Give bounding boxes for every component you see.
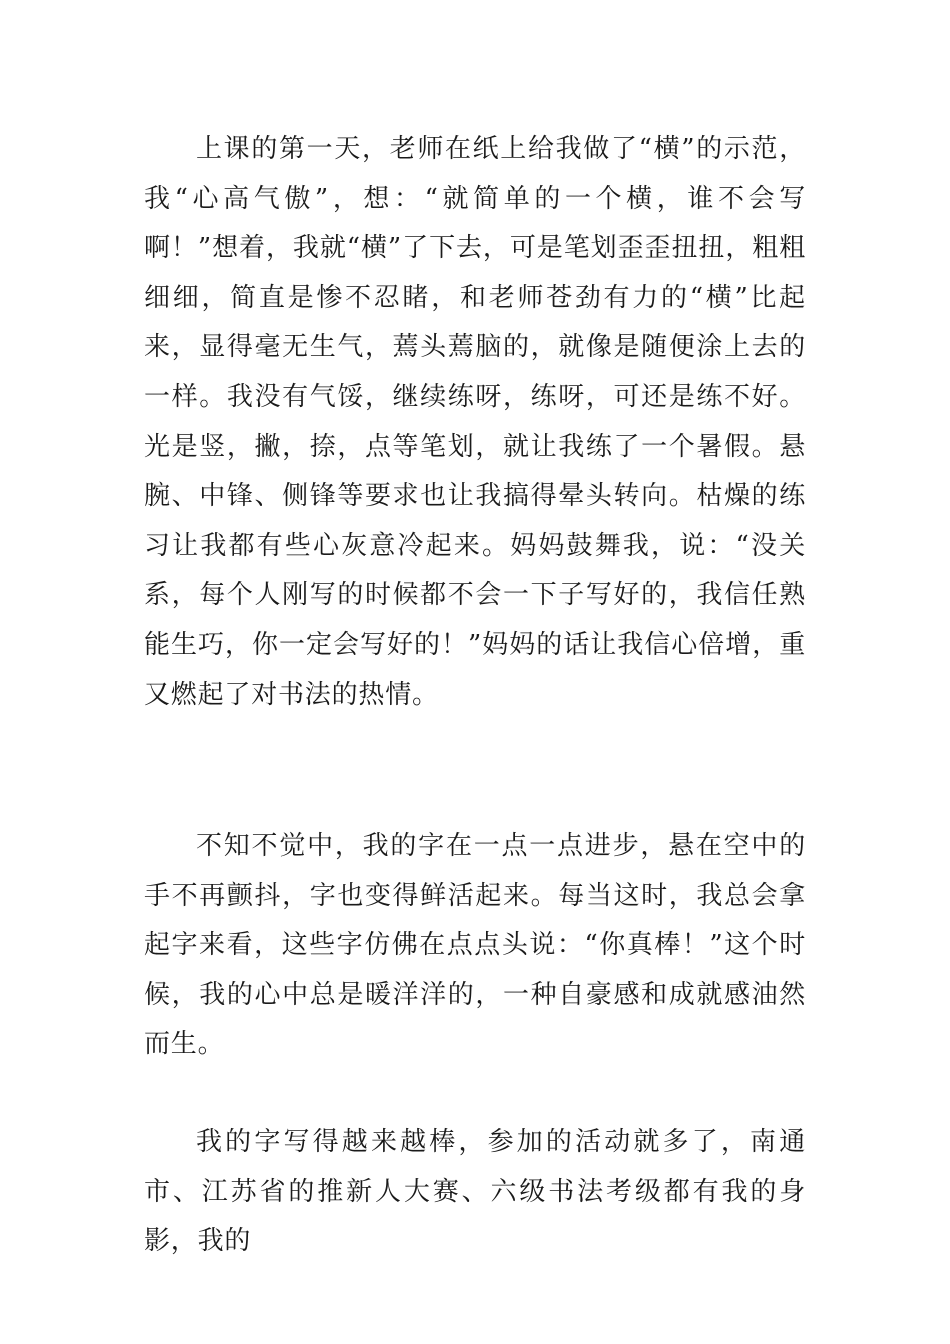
paragraph-achievements: 我的字写得越来越棒，参加的活动就多了，南通市、江苏省的推新人大赛、六级书法考级都有我的身影，我的 bbox=[144, 1127, 806, 1257]
paragraph-practice-begins: 上课的第一天，老师在纸上给我做了“横”的示范，我“心高气傲”，想：“就简单的一个横，谁不会写啊！”想着，我就“横”了下去，可是笔划歪歪扭扭，粗粗细细，简直是惨不忍睹，和老师苍劲有力的“横”比起来，显得毫无生气，蔫头蔫脑的，就像是随便涂上去的一样。我没有气馁，继续练呀，练呀，可还是练不好。光是竖，撇，捺，点等笔划，就让我练了一个暑假。悬腕、中锋、侧锋等要求也让我搞得晕头转向。枯燥的练习让我都有些心灰意冷起来。妈妈鼓舞我，说：“没关系，每个人刚写的时候都不会一下子写好的，我信任熟能生巧，你一定会写好的！”妈妈的话让我信心倍增，重又燃起了对书法的热情。 bbox=[144, 134, 806, 710]
paragraph-progress: 不知不觉中，我的字在一点一点进步，悬在空中的手不再颤抖，字也变得鲜活起来。每当这时，我总会拿起字来看，这些字仿佛在点点头说：“你真棒！”这个时候，我的心中总是暖洋洋的，一种自豪感和成就感油然而生。 bbox=[144, 831, 806, 1060]
